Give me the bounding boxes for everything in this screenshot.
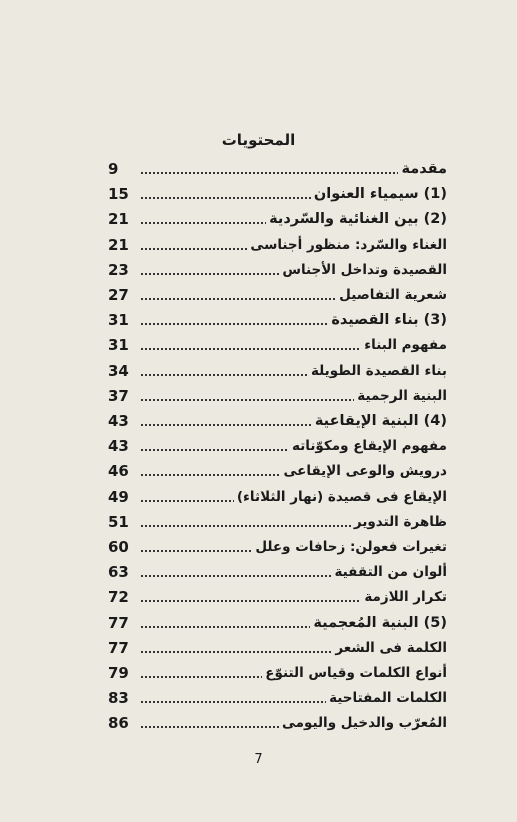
toc-entry-page: 9 (108, 157, 140, 181)
toc-entry (108, 711, 447, 735)
toc-entry-page: 34 (108, 359, 140, 383)
toc-entry-page: 43 (108, 434, 140, 458)
toc-entry-page: 37 (108, 384, 140, 408)
toc-entry (108, 182, 447, 206)
toc-entry-title: الكلمة فى الشعر (332, 636, 447, 660)
toc-entry (108, 359, 447, 383)
toc-entry (108, 686, 447, 710)
toc-entry (108, 233, 447, 257)
toc-entry-title: الغناء والسّرد: منظور أجناسى (247, 233, 447, 257)
toc-entry (108, 611, 447, 635)
toc-entry-page: 72 (108, 585, 140, 609)
toc-entry-title: بناء القصيدة الطويلة (308, 359, 447, 383)
toc-entry-page: 21 (108, 207, 140, 231)
toc-entry-page: 49 (108, 485, 140, 509)
toc-entry-title: ظاهرة التدوير (351, 510, 447, 534)
toc-entry (108, 384, 447, 408)
toc-entry (108, 409, 447, 433)
toc-entry-title: تغيرات فعولن: زحافات وعلل (252, 535, 447, 559)
page-title: المحتويات (221, 131, 296, 149)
toc-entry-title: مفهوم البناء (361, 333, 447, 357)
toc-entry (108, 661, 447, 685)
toc-entry-title: درويش والوعى الإيقاعى (281, 459, 448, 483)
toc-entry (108, 560, 447, 584)
toc-entry-title: المُعرّب والدخيل واليومى (279, 711, 447, 735)
toc-entry (108, 333, 447, 357)
toc-entry-page: 46 (108, 459, 140, 483)
toc-entry-page: 79 (108, 661, 140, 685)
toc-entry-page: 43 (108, 409, 140, 433)
toc-entry (108, 510, 447, 534)
toc-entry-title: القصيدة وتداخل الأجناس (279, 258, 447, 282)
toc-entry (108, 258, 447, 282)
toc-entry-page: 60 (108, 535, 140, 559)
toc-entry-title: (1) سيمياء العنوان (311, 182, 447, 206)
toc-entry-page: 21 (108, 233, 140, 257)
toc-entry-title: البنية الرجمية (354, 384, 447, 408)
toc-entry-page: 23 (108, 258, 140, 282)
toc-entry (108, 459, 447, 483)
toc-entry-title: شعرية التفاصيل (336, 283, 447, 307)
toc-entry (108, 207, 447, 231)
toc-entry (108, 283, 447, 307)
toc-entry-page: 51 (108, 510, 140, 534)
table-of-contents (0, 157, 517, 737)
toc-entry (108, 585, 447, 609)
toc-entry-title: مقدمة (398, 157, 447, 181)
toc-entry-title: (2) بين الغنائية والسّردية (266, 207, 447, 231)
toc-entry (108, 434, 447, 458)
toc-entry-title: الإيقاع فى قصيدة (نهار الثلاثاء) (234, 485, 447, 509)
toc-entry-title: الكلمات المفتاحية (326, 686, 447, 710)
toc-entry-page: 15 (108, 182, 140, 206)
toc-entry-page: 27 (108, 283, 140, 307)
toc-entry-page: 31 (108, 333, 140, 357)
page-number: 7 (254, 752, 263, 767)
toc-entry (108, 308, 447, 332)
toc-entry-page: 77 (108, 636, 140, 660)
toc-entry-page: 77 (108, 611, 140, 635)
toc-entry-title: أنواع الكلمات وقياس التنوّع (262, 661, 447, 685)
toc-entry-page: 83 (108, 686, 140, 710)
toc-entry-title: (4) البنية الإيقاعية (312, 409, 447, 433)
toc-entry (108, 485, 447, 509)
toc-entry (108, 535, 447, 559)
toc-entry (108, 157, 447, 181)
toc-entry-title: مفهوم الإيقاع ومكوّناته (289, 434, 447, 458)
toc-entry-title: (5) البنية المُعجمية (310, 611, 447, 635)
toc-entry-title: ألوان من التقفية (331, 560, 447, 584)
toc-entry-page: 31 (108, 308, 140, 332)
toc-entry-page: 86 (108, 711, 140, 735)
toc-entry (108, 636, 447, 660)
toc-entry-title: (3) بناء القصيدة (328, 308, 447, 332)
toc-entry-title: تكرار اللازمة (361, 585, 447, 609)
toc-entry-page: 63 (108, 560, 140, 584)
